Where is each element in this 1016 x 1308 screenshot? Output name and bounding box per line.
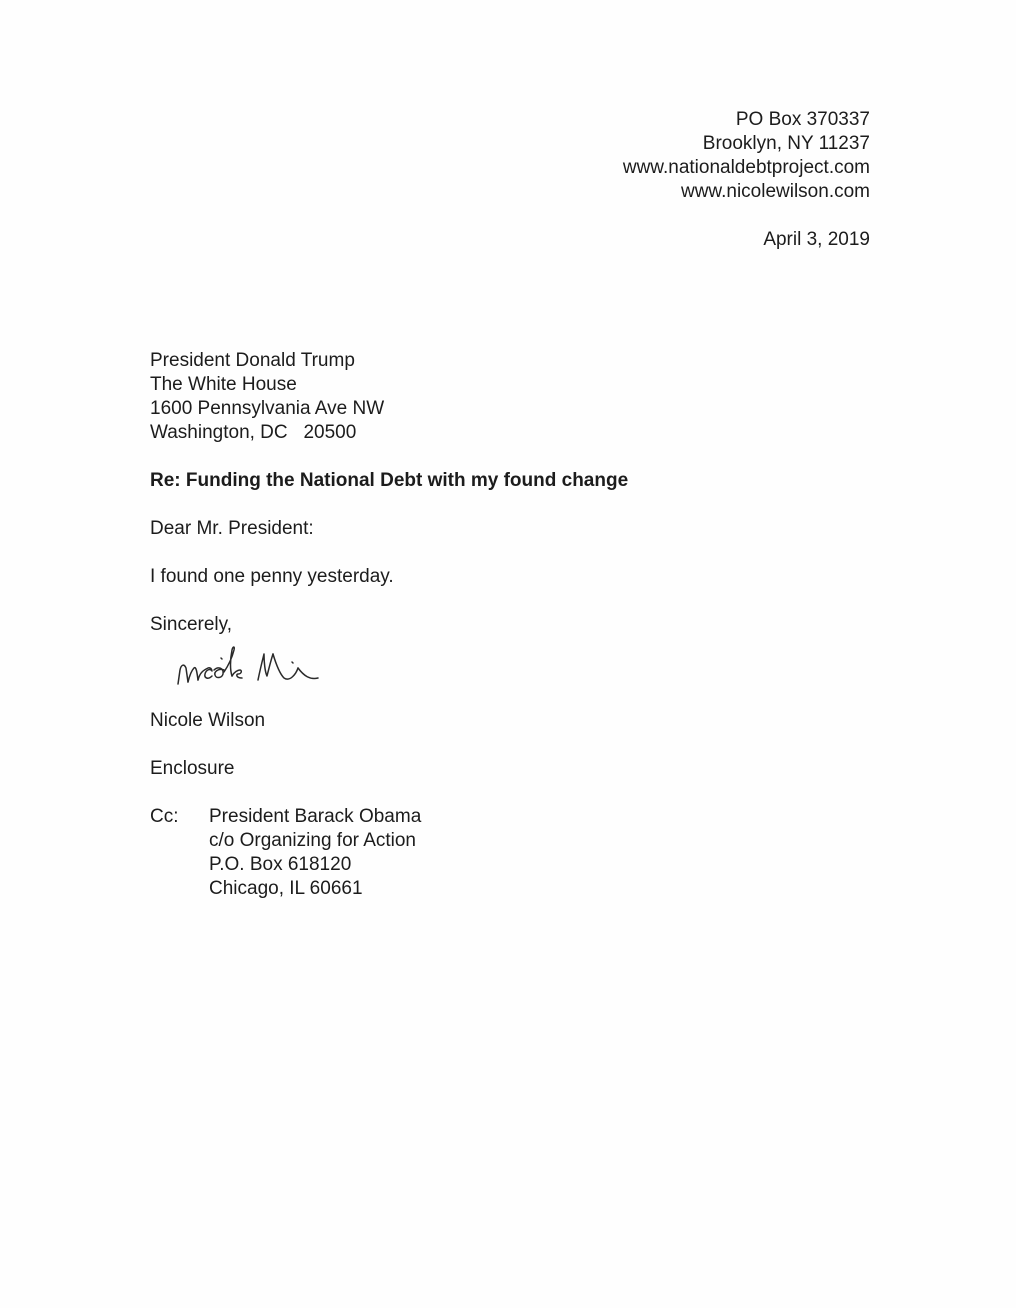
recipient-street: 1600 Pennsylvania Ave NW	[150, 398, 385, 419]
sender-website-2: www.nicolewilson.com	[680, 181, 870, 202]
sender-address	[623, 108, 870, 204]
cc-care-of: c/o Organizing for Action	[209, 830, 416, 851]
recipient-name: President Donald Trump	[150, 350, 355, 371]
closing: Sincerely,	[150, 614, 233, 635]
recipient-organization: The White House	[150, 374, 297, 395]
sender-address-line1: PO Box 370337	[735, 109, 870, 130]
recipient-address	[150, 349, 384, 445]
cc-name: President Barack Obama	[209, 806, 422, 827]
handwritten-signature	[172, 632, 372, 692]
salutation: Dear Mr. President:	[150, 518, 314, 539]
enclosure-note: Enclosure	[150, 758, 235, 779]
letter-body: I found one penny yesterday.	[150, 566, 394, 587]
sender-website-1: www.nationaldebtproject.com	[622, 157, 870, 178]
cc-city-state-zip: Chicago, IL 60661	[209, 878, 363, 899]
signer-name: Nicole Wilson	[150, 710, 266, 731]
subject-line: Re: Funding the National Debt with my found change	[150, 470, 629, 491]
letter-date: April 3, 2019	[763, 229, 870, 250]
sender-address-line2: Brooklyn, NY 11237	[702, 133, 870, 154]
recipient-city-state-zip: Washington, DC 20500	[150, 422, 357, 443]
cc-label: Cc:	[150, 806, 179, 827]
cc-address	[209, 805, 421, 901]
cc-po-box: P.O. Box 618120	[209, 854, 352, 875]
